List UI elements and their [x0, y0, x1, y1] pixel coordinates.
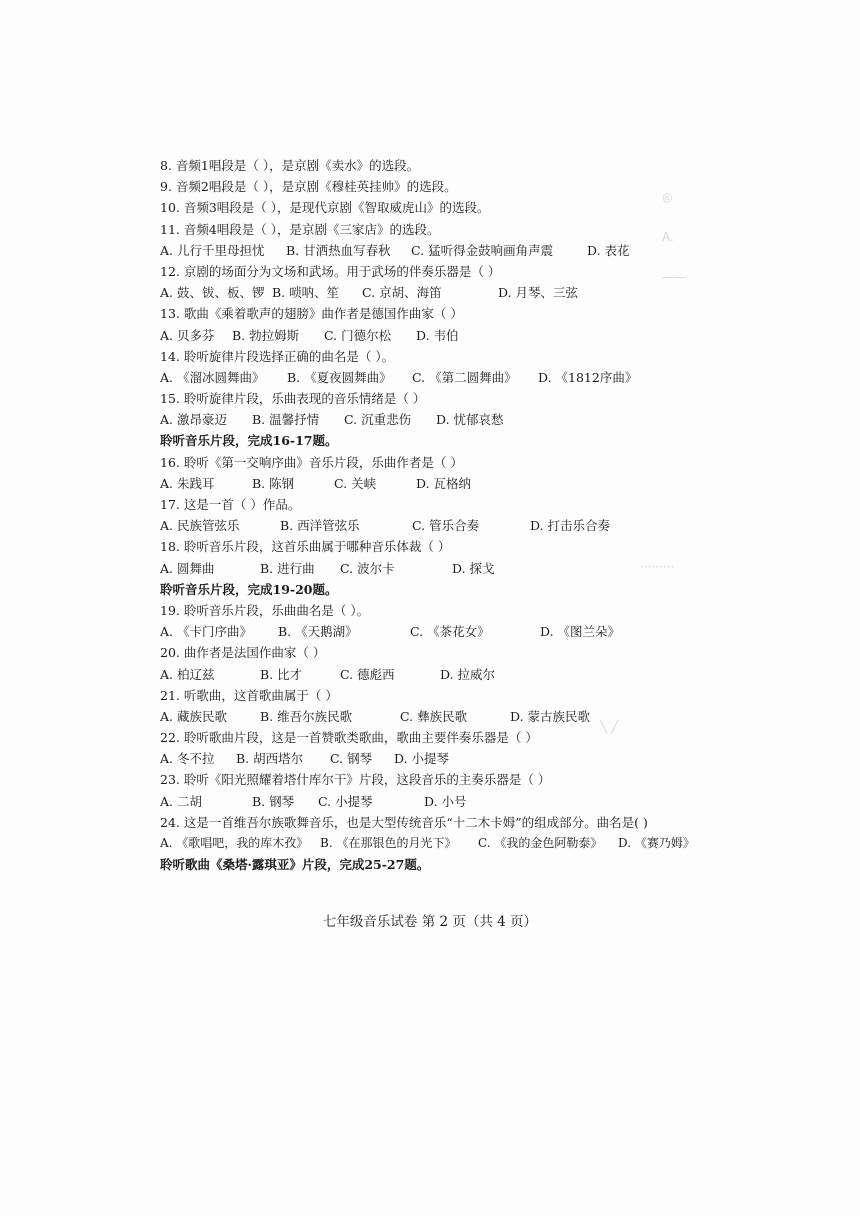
option-c: C. 猛听得金鼓响画角声震 [411, 242, 554, 258]
option-a: A. 冬不拉 [160, 751, 215, 767]
option-b: B. 甘洒热血写春秋 [286, 242, 391, 258]
option-b: B. 勃拉姆斯 [232, 327, 300, 343]
options-16 [160, 473, 700, 494]
option-a: A. 儿行千里母担忧 [160, 242, 265, 258]
page-footer: 七年级音乐试卷 第 2 页（共 4 页） [322, 914, 538, 930]
option-c: C. 关峡 [334, 475, 377, 491]
options-20 [160, 664, 700, 685]
option-b: B. 比才 [260, 666, 303, 682]
option-a: A. 二胡 [160, 793, 202, 809]
option-a: A. 《溜冰圆舞曲》 [160, 369, 265, 385]
option-d: D. 探戈 [452, 560, 495, 576]
options-8-11 [160, 240, 700, 261]
question-13: 13. 歌曲《乘着歌声的翅膀》曲作者是德国作曲家（ ） [160, 306, 463, 322]
option-a: A. 激昂豪迈 [160, 412, 227, 428]
options-14 [160, 367, 700, 388]
question-18: 18. 聆听音乐片段，这首乐曲属于哪种音乐体裁（ ） [160, 539, 451, 555]
option-d: D. 月琴、三弦 [498, 285, 579, 301]
question-11: 11. 音频4唱段是（ ），是京剧《三家店》的选段。 [160, 221, 440, 237]
option-d: D. 《图兰朵》 [540, 624, 621, 640]
option-d: D. 拉威尔 [440, 666, 496, 682]
option-d: D. 忧郁哀愁 [436, 412, 504, 428]
option-b: B. 维吾尔族民歌 [260, 708, 353, 724]
option-d: D. 《赛乃姆》 [618, 836, 695, 850]
option-d: D. 《1812序曲》 [538, 369, 638, 385]
option-a: A. 《歌唱吧，我的库木孜》 [160, 836, 309, 850]
option-c: C. 门德尔松 [324, 327, 392, 343]
option-d: D. 韦伯 [416, 327, 459, 343]
bleed-through-mark: —— [662, 270, 686, 284]
question-15: 15. 聆听旋律片段，乐曲表现的音乐情绪是（ ） [160, 391, 426, 407]
options-23 [160, 791, 700, 812]
option-b: B. 《在那银色的月光下》 [320, 836, 457, 850]
options-24 [160, 833, 700, 854]
option-d: D. 打击乐合奏 [530, 518, 611, 534]
option-b: B. 唢呐、笙 [272, 285, 340, 301]
option-c: C. 管乐合奏 [412, 518, 480, 534]
options-19 [160, 621, 700, 642]
option-b: B. 胡西塔尔 [236, 751, 304, 767]
option-c: C. 小提琴 [318, 793, 373, 809]
options-21 [160, 706, 700, 727]
question-16: 16. 聆听《第一交响序曲》音乐片段，乐曲作者是（ ） [160, 454, 463, 470]
options-13 [160, 325, 700, 346]
section-heading: 聆听音乐片段，完成16-17题。 [160, 433, 338, 449]
section-heading: 聆听音乐片段，完成19-20题。 [160, 581, 338, 597]
option-c: C. 彝族民歌 [400, 708, 468, 724]
option-c: C. 沉重悲伤 [344, 412, 412, 428]
options-17 [160, 515, 700, 536]
question-14: 14. 聆听旋律片段选择正确的曲名是（ ）。 [160, 348, 395, 364]
question-17: 17. 这是一首（ ）作品。 [160, 497, 301, 512]
option-c: C. 德彪西 [340, 666, 395, 682]
question-list [160, 155, 700, 875]
question-24: 24. 这是一首维吾尔族歌舞音乐，也是大型传统音乐“十二木卡姆”的组成部分。曲名是( ) [160, 814, 648, 830]
option-b: B. 钢琴 [252, 793, 295, 809]
question-10: 10. 音频3唱段是（ ），是现代京剧《智取威虎山》的选段。 [160, 200, 490, 216]
option-d: D. 表花 [587, 242, 630, 258]
option-c: C. 钢琴 [330, 751, 373, 767]
options-15 [160, 409, 700, 430]
question-21: 21. 听歌曲，这首歌曲属于（ ） [160, 687, 338, 703]
option-a: A. 朱践耳 [160, 475, 215, 491]
option-b: B. 《天鹅湖》 [278, 624, 358, 640]
option-b: B. 西洋管弦乐 [280, 518, 360, 534]
question-22: 22. 聆听歌曲片段，这是一首赞歌类歌曲，歌曲主要伴奏乐器是（ ） [160, 730, 538, 746]
option-a: A. 《卡门序曲》 [160, 624, 252, 640]
option-c: C. 《茶花女》 [410, 624, 490, 640]
option-b: B. 《夏夜圆舞曲》 [287, 369, 392, 385]
bleed-through-mark: ◎ [662, 190, 673, 204]
option-d: D. 小提琴 [394, 751, 450, 767]
option-a: A. 柏辽兹 [160, 666, 215, 682]
option-d: D. 瓦格纳 [416, 475, 472, 491]
question-23: 23. 聆听《阳光照耀着塔什库尔干》片段，这段音乐的主奏乐器是（ ） [160, 772, 551, 788]
option-c: C. 《我的金色阿勒泰》 [478, 836, 603, 850]
option-a: A. 鼓、钹、板、锣 [160, 285, 265, 301]
question-19: 19. 聆听音乐片段，乐曲曲名是（ ）。 [160, 602, 370, 618]
option-d: D. 蒙古族民歌 [510, 708, 591, 724]
options-18 [160, 558, 700, 579]
option-c: C. 《第二圆舞曲》 [412, 369, 517, 385]
option-c: C. 京胡、海笛 [362, 285, 442, 301]
option-a: A. 藏族民歌 [160, 708, 227, 724]
option-a: A. 民族管弦乐 [160, 518, 240, 534]
bleed-through-mark: ········· [640, 560, 675, 574]
option-b: B. 进行曲 [260, 560, 315, 576]
option-a: A. 贝多芬 [160, 327, 215, 343]
options-22 [160, 748, 700, 769]
question-9: 9. 音频2唱段是（ ），是京剧《穆桂英挂帅》的选段。 [160, 179, 457, 195]
bleed-through-mark: ╲ ╱ [600, 720, 619, 734]
option-b: B. 陈钢 [252, 475, 295, 491]
bleed-through-mark: A. [662, 230, 674, 244]
question-8: 8. 音频1唱段是（ ），是京剧《卖水》的选段。 [160, 158, 420, 173]
option-a: A. 圆舞曲 [160, 560, 215, 576]
options-12 [160, 282, 700, 303]
option-c: C. 波尔卡 [340, 560, 395, 576]
question-12: 12. 京剧的场面分为文场和武场。用于武场的伴奏乐器是（ ） [160, 263, 501, 279]
question-20: 20. 曲作者是法国作曲家（ ） [160, 645, 326, 661]
option-d: D. 小号 [424, 793, 467, 809]
option-b: B. 温馨抒情 [252, 412, 320, 428]
section-heading: 聆听歌曲《桑塔·露琪亚》片段，完成25-27题。 [160, 857, 430, 873]
